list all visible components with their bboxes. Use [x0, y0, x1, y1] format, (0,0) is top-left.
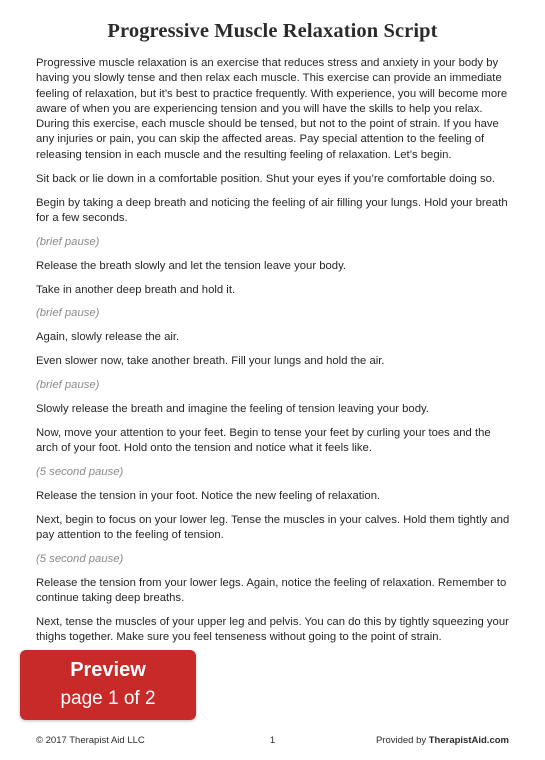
script-paragraph: Release the tension from your lower legs. Again, notice the feeling of relaxation. Remember to continue taking deep breaths. [36, 576, 507, 605]
pause-instruction: (brief pause) [36, 235, 100, 248]
script-paragraph: Progressive muscle relaxation is an exercise that reduces stress and anxiety in your body by having you slowly tense and then relax each muscle. This exercise can provide an immediate feeling of relaxation, but it’s best to practice frequently. With experience, you will become more aware of when you are experiencing tension and you will have the skills to help you relax. During this exercise, each muscle should be tensed, but not to the point of strain. If you have any injuries or pain, you can skip the affected areas. Pay special attention to the feeling of releasing tension in each muscle and the resulting feeling of relaxation. Let’s begin. [36, 57, 508, 161]
script-paragraph: Release the tension in your foot. Notice the new feeling of relaxation. [36, 489, 381, 502]
preview-page-indicator: page 1 of 2 [60, 688, 156, 709]
script-paragraph: Now, move your attention to your feet. Begin to tense your feet by curling your toes and the arch of your foot. Hold onto the tension and notice what it feels like. [36, 426, 491, 455]
script-paragraph: Slowly release the breath and imagine the feeling of tension leaving your body. [36, 402, 429, 415]
page-number: 1 [269, 735, 276, 746]
preview-label: Preview [70, 659, 146, 681]
copyright-text: © 2017 Therapist Aid LLC [36, 735, 145, 746]
script-paragraph: Again, slowly release the air. [36, 331, 180, 344]
document-title: Progressive Muscle Relaxation Script [107, 20, 438, 42]
provider-brand: TherapistAid.com [428, 735, 509, 746]
provided-by-prefix: Provided by [375, 735, 429, 746]
script-paragraph: Begin by taking a deep breath and noticing the feeling of air filling your lungs. Hold your breath for a few seconds. [36, 196, 508, 224]
pause-instruction: (brief pause) [36, 307, 100, 320]
preview-badge [20, 650, 196, 720]
script-paragraph: Next, begin to focus on your lower leg. Tense the muscles in your calves. Hold them tightly and pay attention to the feeling of tension. [36, 513, 510, 542]
script-paragraph: Release the breath slowly and let the tension leave your body. [36, 259, 347, 272]
pause-instruction: (brief pause) [36, 379, 100, 392]
script-paragraph: Take in another deep breath and hold it. [36, 283, 236, 296]
script-paragraph: Sit back or lie down in a comfortable position. Shut your eyes if you’re comfortable doing so. [36, 172, 496, 185]
pause-instruction: (5 second pause) [36, 553, 124, 566]
document-body [36, 56, 514, 654]
script-paragraph: Next, tense the muscles of your upper leg and pelvis. You can do this by tightly squeezing your thighs together. Make sure you feel tenseness without going to the point of strain. [36, 616, 509, 644]
provided-by [376, 735, 509, 746]
script-paragraph: Even slower now, take another breath. Fill your lungs and hold the air. [36, 355, 385, 368]
pause-instruction: (5 second pause) [36, 466, 124, 479]
